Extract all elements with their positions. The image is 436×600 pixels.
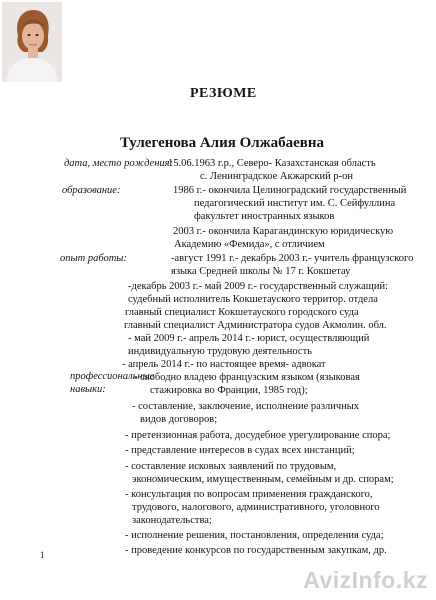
skills-line: - исполнение решения, постановления, определения суда;	[125, 530, 384, 541]
work-line: главный специалист Кокшетауского городского суда	[125, 307, 359, 318]
skills-line: - составление, заключение, исполнение различных	[132, 401, 360, 412]
portrait-photo	[2, 2, 62, 82]
work-line: индивидуальную трудовую деятельность	[128, 346, 312, 357]
birth-line-1: 15.06.1963 г.р., Северо- Казахстанская область	[168, 158, 376, 169]
skills-line: - составление исковых заявлений по трудовым,	[125, 461, 337, 472]
skills-line: экономическим, имущественным, семейным и др. спорам;	[132, 474, 394, 485]
work-line: -декабрь 2003 г.- май 2009 г.- государственный служащий:	[128, 281, 389, 292]
education-line: факультет иностранных языков	[194, 211, 335, 222]
skills-line: видов договоров;	[140, 414, 218, 425]
skills-line: стажировка во Франции, 1985 год);	[150, 385, 308, 396]
skills-label: навыки:	[70, 384, 106, 395]
page-title: РЕЗЮМЕ	[190, 86, 257, 101]
skills-line: - проведение конкурсов по государственным закупкам, др.	[125, 545, 387, 556]
skills-line: - свободно владею французским языком (языковая	[134, 372, 360, 383]
education-line: 2003 г.- окончила Карагандинскую юридическую	[173, 226, 394, 237]
work-line: главный специалист Администратора судов Акмолин. обл.	[124, 320, 387, 331]
skills-line: трудового, налогового, административного, уголовного	[132, 502, 380, 513]
birth-line-2: с. Ленинградское Акжарский р-он	[200, 171, 354, 182]
skills-line: законодательства;	[132, 515, 212, 526]
work-line: языка Средней школы № 17 г. Кокшетау	[171, 266, 351, 277]
work-line: - май 2009 г.- апрель 2014 г.- юрист, осуществляющий	[128, 333, 370, 344]
skills-label: профессиональные	[70, 371, 155, 382]
education-line: Академию «Фемида», с отличием	[174, 239, 325, 250]
education-label: образование:	[62, 185, 121, 196]
skills-line: - претензионная работа, досудебное урегулирование спора;	[125, 430, 391, 441]
work-line: - апрель 2014 г.- по настоящее время- адвокат	[122, 359, 326, 370]
skills-line: - представление интересов в судах всех инстанций;	[125, 445, 355, 456]
skills-line: - консультация по вопросам применения гражданского,	[125, 489, 373, 500]
education-line: педагогический институт им. С. Сейфуллина	[194, 198, 396, 209]
work-line: -август 1991 г.- декабрь 2003 г.- учитель французского	[171, 253, 414, 264]
birth-label: дата, место рождения:	[64, 158, 174, 169]
full-name: Тулегенова Алия Олжабаевна	[120, 135, 324, 151]
page-number: 1	[40, 550, 45, 560]
work-line: судебный исполнитель Кокшетауского территор. отдела	[128, 294, 378, 305]
education-line: 1986 г.- окончила Целиноградский государственный	[173, 185, 407, 196]
work-label: опыт работы:	[60, 253, 127, 264]
watermark-logo: AvizInfo.kz	[303, 567, 428, 593]
